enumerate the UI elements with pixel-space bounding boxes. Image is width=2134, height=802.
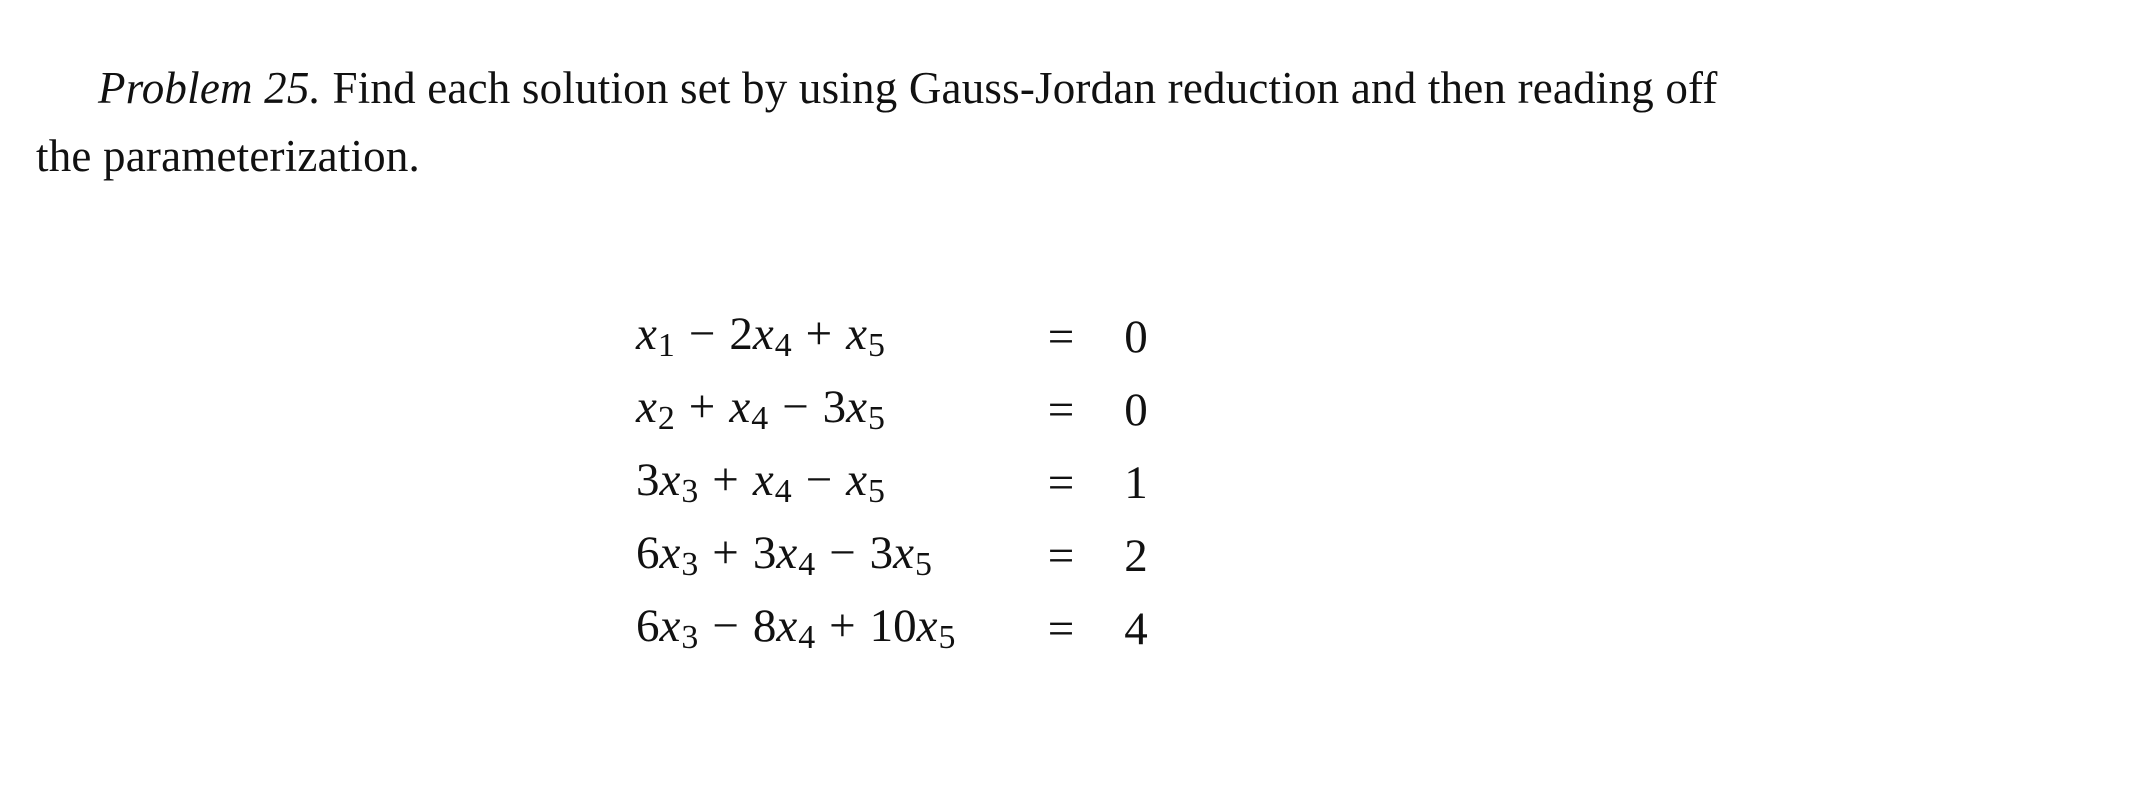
problem-instructions: Find each solution set by using Gauss-Jordan reduction and then reading off the parameterization. (36, 63, 1718, 181)
equation-rhs: 4 (1124, 602, 1148, 655)
coefficient: 10 (869, 600, 917, 652)
problem-statement (36, 54, 1756, 190)
equation-lhs (636, 373, 1016, 446)
equation-lhs (636, 592, 1016, 665)
variable: x (776, 527, 798, 579)
coefficient: 3 (822, 381, 847, 433)
equals-sign: = (1047, 456, 1075, 509)
coefficient: 3 (752, 527, 777, 579)
variable: x (729, 381, 751, 433)
equals-sign: = (1047, 529, 1075, 582)
equation-lhs (636, 519, 1016, 592)
variable: x (659, 527, 681, 579)
variable: x (846, 308, 867, 360)
variable: x (776, 600, 798, 652)
variable: x (752, 308, 774, 360)
coefficient: 8 (752, 600, 777, 652)
variable-subscript: 5 (868, 400, 885, 438)
variable: x (846, 381, 867, 433)
variable-subscript: 4 (798, 546, 816, 584)
variable: x (636, 308, 657, 360)
equals-sign: = (1047, 383, 1075, 436)
variable-subscript: 4 (798, 619, 816, 657)
variable: x (659, 600, 681, 652)
variable: x (636, 381, 657, 433)
variable: x (752, 454, 774, 506)
variable: x (659, 454, 681, 506)
equation-lhs (636, 446, 1016, 519)
operator: − (782, 381, 809, 433)
equation-rhs: 0 (1124, 310, 1148, 363)
variable-subscript: 1 (657, 327, 675, 365)
variable-subscript: 5 (915, 546, 932, 584)
variable-subscript: 4 (774, 473, 792, 511)
equation-row (636, 373, 1166, 446)
equation-row (636, 446, 1166, 519)
variable-subscript: 3 (681, 546, 699, 584)
equation-system (636, 300, 1166, 665)
variable-subscript: 5 (868, 327, 885, 365)
operator: − (688, 308, 716, 360)
coefficient: 6 (636, 527, 660, 579)
equation-lhs (636, 300, 1016, 373)
equation-row (636, 300, 1166, 373)
problem-label: Problem 25. (98, 63, 322, 113)
variable-subscript: 4 (751, 400, 769, 438)
variable-subscript: 2 (657, 400, 675, 438)
coefficient: 3 (636, 454, 660, 506)
variable: x (916, 600, 938, 652)
equals-sign: = (1047, 602, 1075, 655)
operator: + (688, 381, 716, 433)
variable: x (893, 527, 914, 579)
variable-subscript: 3 (681, 619, 699, 657)
operator: − (829, 527, 856, 579)
operator: + (829, 600, 856, 652)
operator: + (805, 308, 833, 360)
coefficient: 6 (636, 600, 660, 652)
operator: − (712, 600, 739, 652)
variable: x (846, 454, 867, 506)
equation-rhs: 2 (1124, 529, 1148, 582)
variable-subscript: 5 (868, 473, 885, 511)
operator: + (712, 527, 739, 579)
equation-row (636, 519, 1166, 592)
variable-subscript: 5 (938, 619, 956, 657)
variable-subscript: 4 (774, 327, 792, 365)
equals-sign: = (1047, 310, 1075, 363)
operator: − (805, 454, 833, 506)
equation-rhs: 1 (1124, 456, 1148, 509)
equation-row (636, 592, 1166, 665)
coefficient: 2 (729, 308, 753, 360)
coefficient: 3 (869, 527, 894, 579)
variable-subscript: 3 (681, 473, 699, 511)
equation-rhs: 0 (1124, 383, 1148, 436)
operator: + (712, 454, 739, 506)
